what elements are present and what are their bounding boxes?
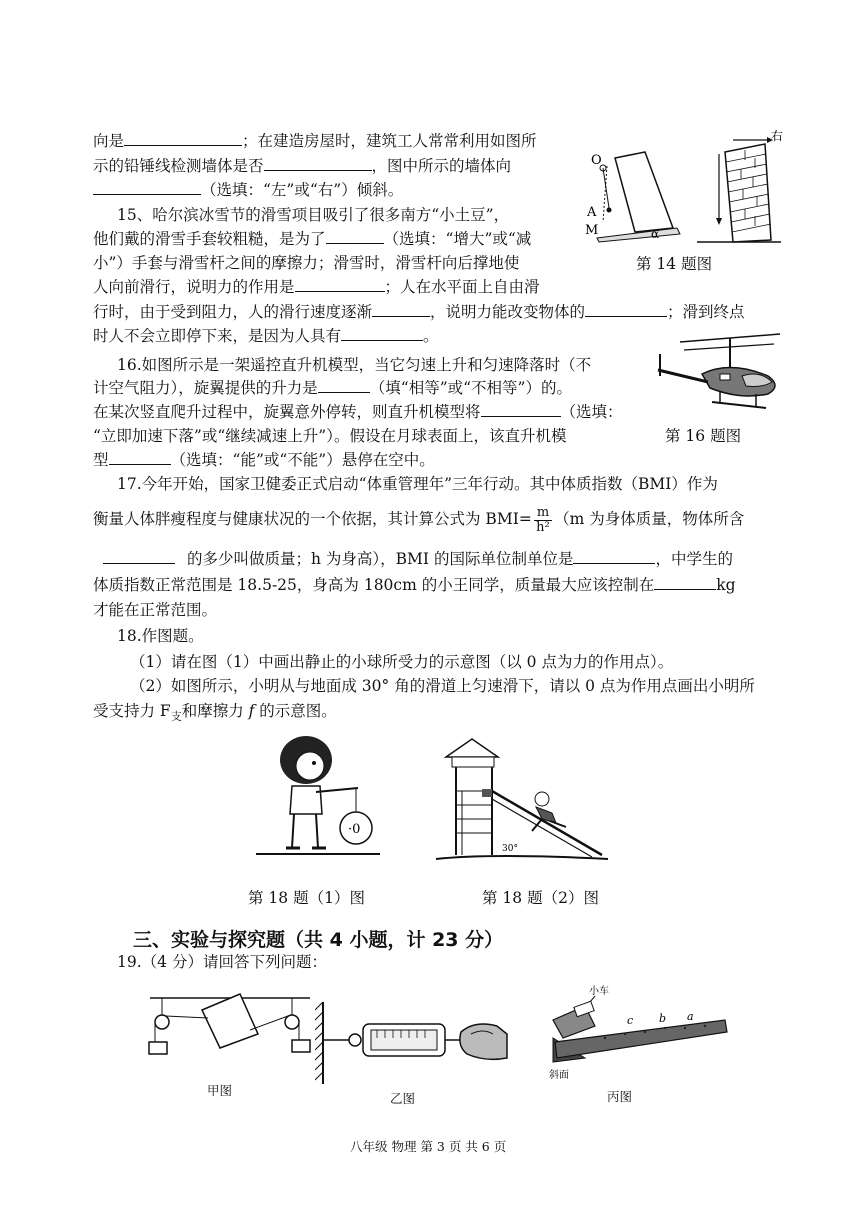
q14-line-1: 向是 ；在建造房屋时，建筑工人常常利用如图所 <box>93 132 537 150</box>
q17-line-5: 才能在正常范围。 <box>93 601 218 619</box>
angle-label: 30° <box>502 844 518 854</box>
q17-line-2: 衡量人体胖瘦程度与健康状况的一个依据，其计算公式为 BMI= $\frac{m}{\text{h²}}$ （m 为身体质量，物体所含 <box>93 504 745 535</box>
label-a: a <box>687 1010 694 1023</box>
q18-caption-2: 第 18 题（2）图 <box>482 889 599 907</box>
answer-blank[interactable] <box>372 302 430 317</box>
q18-part-1: （1）请在图（1）中画出静止的小球所受力的示意图（以 0 点为力的作用点）。 <box>130 653 674 671</box>
q17-line-1: 17.今年开始，国家卫健委正式启动“体重管理年”三年行动。其中体质指数（BMI）作为 <box>117 475 718 493</box>
q15-line-3: 小”）手套与滑雪杆之间的摩擦力；滑雪时，滑雪杆向后撑地使 <box>93 254 520 272</box>
answer-blank[interactable] <box>654 575 716 590</box>
answer-blank[interactable] <box>341 326 423 341</box>
q16-line-4: “立即加速下落”或“继续减速上升”）。假设在月球表面上，该直升机模 <box>93 427 567 445</box>
label-a: A <box>587 205 597 220</box>
q19-title: 19.（4 分）请回答下列问题： <box>117 953 327 971</box>
q15-line-5: 行时，由于受到阻力，人的滑行速度逐渐 ，说明力能改变物体的 ；滑到终点 <box>93 303 745 321</box>
q14-line-3: （选填：“左”或“右”）倾斜。 <box>93 180 403 200</box>
q15-line-2: 他们戴的滑雪手套较粗糙，是为了 （选填：“增大”或“减 <box>93 230 532 248</box>
q17-line-4: 体质指数正常范围是 18.5-25，身高为 180cm 的小王同学，质量最大应该控制在 kg <box>93 576 736 594</box>
q15-line-6: 时人不会立即停下来，是因为人具有 。 <box>93 327 439 345</box>
q18-part-2-cont: 受支持力 $F_支$和摩擦力 f 的示意图。 <box>93 702 337 724</box>
answer-blank[interactable] <box>103 549 175 564</box>
q18-figure-1 <box>250 730 390 860</box>
label-c: c <box>627 1014 634 1027</box>
answer-blank[interactable] <box>481 402 561 417</box>
q16-figure-caption: 第 16 题图 <box>665 427 742 445</box>
slope-label: 斜面 <box>549 1070 569 1081</box>
cart-label: 小车 <box>589 986 609 997</box>
answer-blank[interactable] <box>585 302 667 317</box>
q16-line-1: 16.如图所示是一架遥控直升机模型，当它匀速上升和匀速降落时（不 <box>117 356 592 374</box>
q18-figure-2 <box>432 735 612 865</box>
q19-figure-bing <box>545 982 730 1082</box>
label-o: O <box>591 153 602 168</box>
answer-blank[interactable] <box>573 549 655 564</box>
q15-line-1: 15、哈尔滨冰雪节的滑雪项目吸引了很多南方“小土豆”， <box>117 206 510 224</box>
q18-title: 18.作图题。 <box>117 627 204 645</box>
answer-blank[interactable] <box>318 378 370 393</box>
answer-blank[interactable] <box>93 180 201 195</box>
label-m: M <box>585 223 599 238</box>
brick-wall <box>697 130 783 242</box>
answer-blank[interactable] <box>326 229 384 244</box>
answer-blank[interactable] <box>109 450 171 465</box>
caption-yi: 乙图 <box>390 1091 416 1106</box>
q18-part-2: （2）如图所示，小明从与地面成 30° 角的滑道上匀速滑下，请以 0 点为作用点画出小明所 <box>130 677 755 695</box>
bmi-formula: $\frac{m}{\text{h²}}$ <box>534 506 552 535</box>
q19-figure-yi <box>315 1000 510 1085</box>
q16-line-3: 在某次竖直爬升过程中，旋翼意外停转，则直升机模型将 （选填： <box>93 403 623 421</box>
q14-figure <box>585 130 785 248</box>
q16-line-2: 计空气阻力），旋翼提供的升力是 （填“相等”或“不相等”）的。 <box>93 379 572 397</box>
answer-blank[interactable] <box>124 131 242 146</box>
answer-blank[interactable] <box>295 277 385 292</box>
caption-jia: 甲图 <box>207 1083 233 1098</box>
q14-figure-caption: 第 14 题图 <box>636 255 713 273</box>
answer-blank[interactable] <box>264 156 372 171</box>
page-footer: 八年级 物理 第 3 页 共 6 页 <box>350 1139 507 1154</box>
q17-line-3: 的多少叫做质量；h 为身高），BMI 的国际单位制单位是 ，中学生的 <box>103 549 733 569</box>
q16-line-5: 型 （选填：“能”或“不能”）悬停在空中。 <box>93 451 435 469</box>
ball-label: ·0 <box>348 822 361 837</box>
label-right: 右 <box>771 130 784 143</box>
section-3-heading: 三、实验与探究题（共 4 小题，计 23 分） <box>133 929 504 951</box>
q18-caption-1: 第 18 题（1）图 <box>248 889 365 907</box>
q15-line-4: 人向前滑行，说明力的作用是 ；人在水平面上自由滑 <box>93 278 540 296</box>
caption-bing: 丙图 <box>607 1089 633 1104</box>
label-alpha: α <box>651 227 660 241</box>
q14-line-2: 示的铅锤线检测墙体是否 ，图中所示的墙体向 <box>93 157 512 175</box>
helicopter-figure <box>650 330 790 420</box>
label-b: b <box>659 1012 667 1025</box>
q19-figure-jia <box>140 990 320 1070</box>
